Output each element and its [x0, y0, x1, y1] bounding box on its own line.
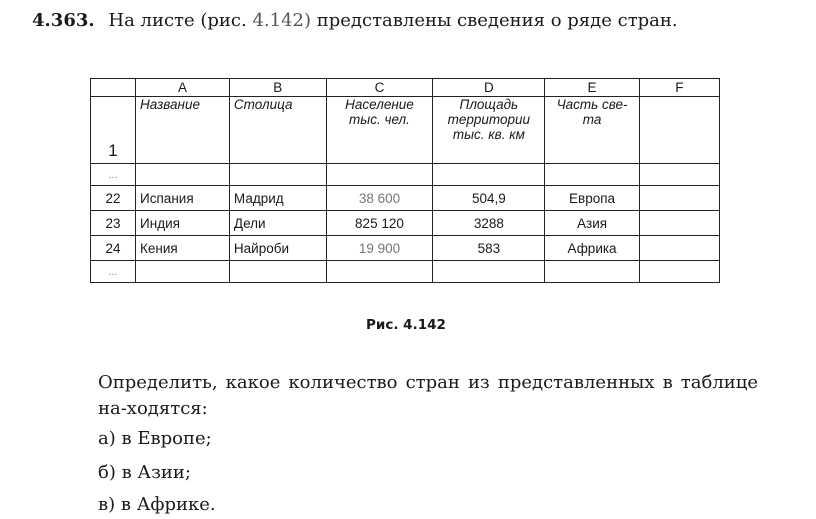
answer-asia: б) в Азии;	[98, 462, 191, 483]
header-area	[433, 97, 545, 164]
header-population-line1: Население	[345, 97, 414, 112]
table-row	[91, 236, 720, 261]
header-area-line1: Площадь	[459, 97, 519, 112]
population: 825 120	[326, 211, 433, 236]
ellipsis-marker: ...	[91, 164, 136, 186]
answer-europe: а) в Европе;	[98, 428, 212, 449]
column-header-d: D	[433, 79, 545, 97]
ellipsis-marker: ...	[91, 261, 136, 283]
header-name: Название	[136, 97, 230, 164]
column-header-e: E	[545, 79, 639, 97]
population: 19 900	[326, 236, 433, 261]
header-population	[326, 97, 433, 164]
problem-text-after: представлены сведения о ряде стран.	[316, 10, 678, 31]
capital: Найроби	[229, 236, 326, 261]
capital: Дели	[229, 211, 326, 236]
column-header-a: A	[136, 79, 230, 97]
header-data-row	[91, 97, 720, 164]
empty-cell	[639, 236, 719, 261]
country-name: Кения	[136, 236, 230, 261]
area: 3288	[433, 211, 545, 236]
ellipsis-row	[91, 164, 720, 186]
header-region-line1: Часть све-	[556, 97, 628, 112]
area: 583	[433, 236, 545, 261]
figure-caption: Рис. 4.142	[366, 317, 446, 333]
table-row	[91, 186, 720, 211]
header-region-line2: та	[582, 112, 602, 127]
row-number: 24	[91, 236, 136, 261]
figure-reference: 4.142)	[252, 10, 312, 31]
region: Африка	[545, 236, 639, 261]
problem-text-before: На листе (рис.	[108, 10, 247, 31]
column-header-c: C	[326, 79, 433, 97]
problem-number: 4.363.	[32, 10, 95, 31]
spreadsheet-table	[90, 78, 720, 283]
question-text: Определить, какое количество стран из представленных в таблице на-ходятся:	[98, 372, 758, 419]
column-header-b: B	[229, 79, 326, 97]
row-number: 22	[91, 186, 136, 211]
header-area-line3: тыс. кв. км	[452, 127, 525, 142]
capital: Мадрид	[229, 186, 326, 211]
country-name: Индия	[136, 211, 230, 236]
problem-heading	[32, 10, 678, 31]
column-header-row	[91, 79, 720, 97]
empty-cell	[639, 186, 719, 211]
table-row	[91, 211, 720, 236]
header-capital: Столица	[229, 97, 326, 164]
column-header-f: F	[639, 79, 719, 97]
header-population-line2: тыс. чел.	[349, 112, 410, 127]
header-region	[545, 97, 639, 164]
ellipsis-row	[91, 261, 720, 283]
empty-cell	[639, 211, 719, 236]
country-name: Испания	[136, 186, 230, 211]
region: Азия	[545, 211, 639, 236]
population: 38 600	[326, 186, 433, 211]
region: Европа	[545, 186, 639, 211]
header-f-empty	[639, 97, 719, 164]
answer-africa: в) в Африке.	[98, 494, 216, 515]
header-area-line2: территории	[447, 112, 531, 127]
area: 504,9	[433, 186, 545, 211]
corner-cell	[91, 79, 136, 97]
row-number: 1	[91, 97, 136, 164]
row-number: 23	[91, 211, 136, 236]
